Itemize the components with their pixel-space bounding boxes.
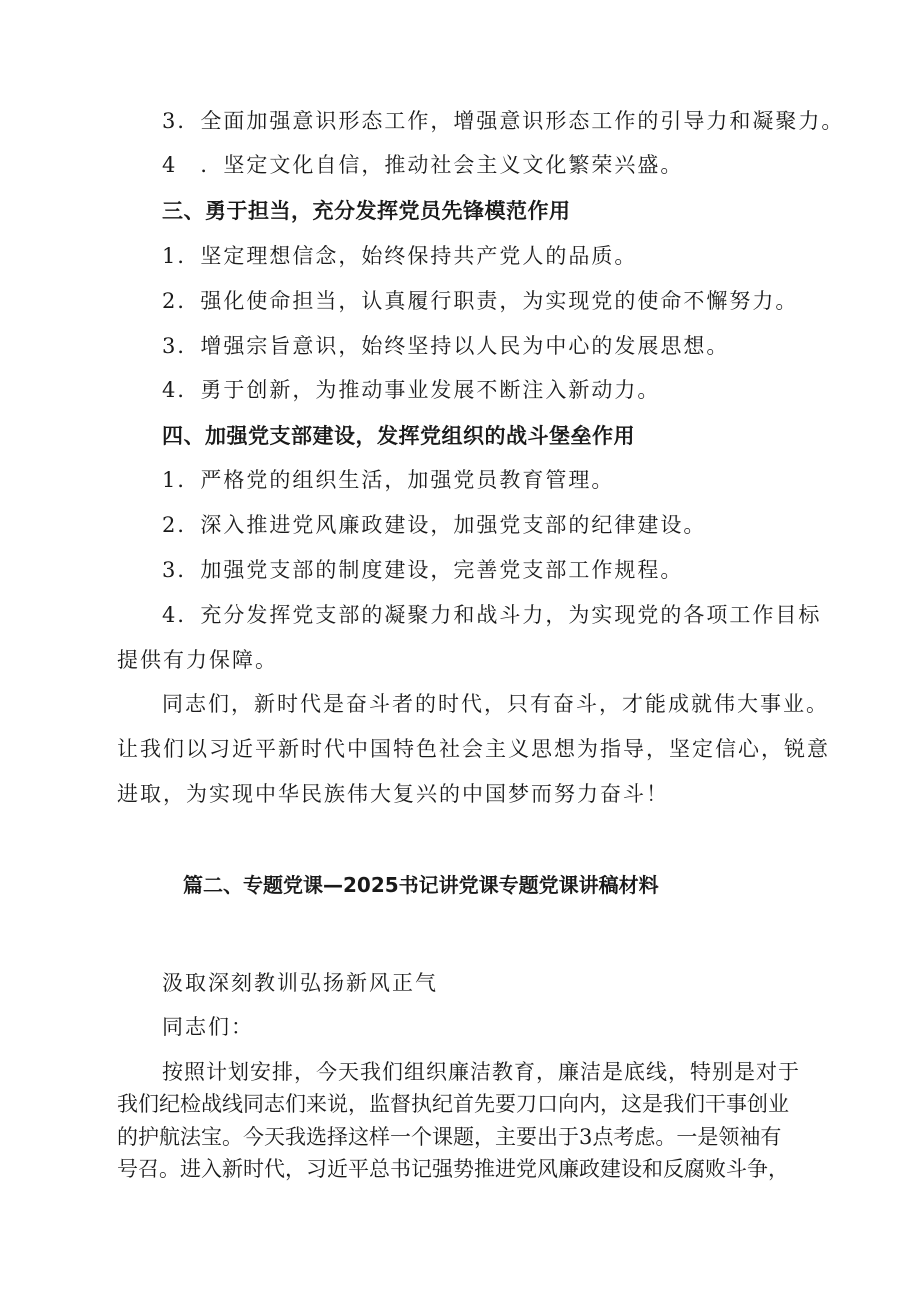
paragraph-line: 按照计划安排，今天我们组织廉洁教育，廉洁是底线，特别是对于 — [162, 1060, 800, 1084]
list-item: 4．充分发挥党支部的凝聚力和战斗力，为实现党的各项工作目标 — [162, 603, 822, 627]
list-item: 2．深入推进党风廉政建设，加强党支部的纪律建设。 — [162, 513, 707, 537]
paragraph-line: 的护航法宝。今天我选择这样一个课题，主要出于3点考虑。一是领袖有 — [117, 1125, 782, 1149]
list-item: 4．勇于创新，为推动事业发展不断注入新动力。 — [162, 378, 661, 402]
closing-paragraph-line: 同志们，新时代是奋斗者的时代，只有奋斗，才能成就伟大事业。 — [162, 692, 829, 716]
subtitle: 汲取深刻教训弘扬新风正气 — [162, 971, 438, 995]
closing-paragraph-line: 进取，为实现中华民族伟大复兴的中国梦而努力奋斗！ — [117, 782, 669, 806]
paragraph-line: 我们纪检战线同志们来说，监督执纪首先要刀口向内，这是我们干事创业 — [117, 1092, 789, 1116]
list-item: 1．坚定理想信念，始终保持共产党人的品质。 — [162, 244, 638, 268]
list-item: 2．强化使命担当，认真履行职责，为实现党的使命不懈努力。 — [162, 289, 799, 313]
list-item: 1．严格党的组织生活，加强党员教育管理。 — [162, 468, 615, 492]
paragraph-line: 号召。进入新时代，习近平总书记强势推进党风廉政建设和反腐败斗争， — [117, 1157, 789, 1181]
section-heading: 三、勇于担当，充分发挥党员先锋模范作用 — [162, 199, 571, 223]
list-item: 3．全面加强意识形态工作，增强意识形态工作的引导力和凝聚力。 — [162, 109, 845, 133]
greeting: 同志们： — [162, 1015, 254, 1039]
list-item-continuation: 提供有力保障。 — [117, 648, 278, 672]
section-heading: 四、加强党支部建设，发挥党组织的战斗堡垒作用 — [162, 424, 635, 448]
list-item: 3．加强党支部的制度建设，完善党支部工作规程。 — [162, 558, 684, 582]
list-item: 3．增强宗旨意识，始终坚持以人民为中心的发展思想。 — [162, 334, 730, 358]
closing-paragraph-line: 让我们以习近平新时代中国特色社会主义思想为指导，坚定信心，锐意 — [117, 737, 830, 761]
part-title: 篇二、专题党课—2025书记讲党课专题党课讲稿材料 — [183, 873, 659, 897]
list-item: 4 ．坚定文化自信，推动社会主义文化繁荣兴盛。 — [162, 153, 684, 177]
